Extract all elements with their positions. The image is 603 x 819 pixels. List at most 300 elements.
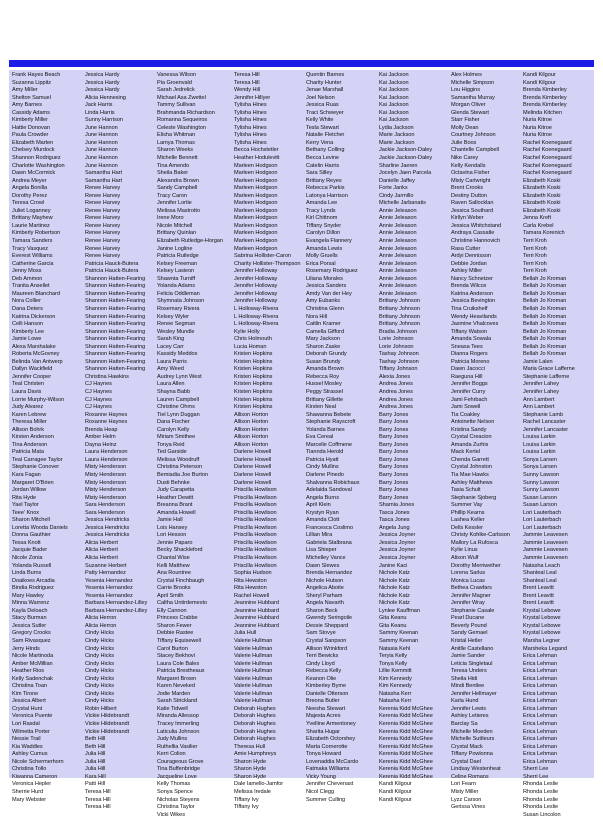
table-cell: Nuria Kitroe (523, 124, 552, 131)
table-cell: Shymnata Johnson (157, 298, 205, 305)
table-cell: Kerenia Kidd McGhee (379, 736, 433, 743)
table-cell: Jennifer Lahey (523, 388, 559, 395)
table-cell: Juliet Loganney (12, 207, 51, 214)
table-cell: Sammy Keenan (379, 630, 419, 637)
table-cell: Jennifer Holloway (234, 290, 278, 297)
table-cell: Krystyn Ryan (306, 509, 339, 516)
table-cell: Jenny Moss (12, 268, 42, 275)
table-cell: Jacquie Bader (12, 547, 48, 554)
table-cell: Angela Bonilla (12, 185, 48, 192)
table-cell: Dianna Rogers (451, 351, 488, 358)
table-cell: Rebecca Kelly (306, 668, 342, 675)
table-cell: Darlene Howell (234, 479, 272, 486)
table-cell: Catelin Harris (306, 162, 340, 169)
table-cell: Annie Jeleason (379, 222, 417, 229)
table-cell: Sharon Fewer (157, 622, 192, 629)
table-cell: Priscilla Howlison (234, 517, 277, 524)
table-cell: Wilmetta Porter (12, 728, 50, 735)
table-cell: Jammie Leavesen (523, 555, 568, 561)
table-cell: Breanna Brant (157, 502, 193, 509)
table-cell: Kristen Hopkins (234, 373, 273, 380)
table-cell: Mary Hawley (12, 592, 44, 599)
table-cell: Cassidy Adams (12, 109, 50, 116)
table-cell: Deborah Hughes (234, 713, 276, 720)
table-cell: Christine Ohms (157, 404, 195, 411)
table-cell: Bellah Jo Kroman (523, 343, 567, 350)
table-cell: Kelly Kendalls (451, 162, 486, 169)
table-cell: Amy Eubanks (306, 298, 340, 305)
table-cell: Marleen Hodgson (234, 200, 278, 207)
table-cell: Lori Rasdal (12, 721, 40, 728)
table-cell: Alexia Jones (379, 373, 411, 380)
table-cell: Kylie Linus (451, 547, 478, 554)
table-cell: Sunny Lawson (523, 487, 560, 494)
table-cell: Jessica Whitchstand (451, 222, 502, 229)
table-cell: Cindy Hicks (85, 630, 114, 637)
table-cell: Nessie Trail (12, 736, 41, 743)
table-cell: Barry Jones (379, 471, 409, 478)
table-cell: Christine Hannovich (451, 238, 501, 245)
table-cell: Bethany Colling (306, 147, 345, 154)
table-cell: Sara Henderson (85, 502, 126, 509)
table-cell: Allison Horton (234, 419, 269, 426)
table-cell: Tessa Knott (12, 539, 41, 546)
table-cell: Phillip Kearns (451, 509, 485, 516)
table-cell: Jennifer Cooper (12, 373, 52, 380)
table-cell: Darlene Howell (234, 471, 272, 478)
table-cell: Allison Horton (234, 441, 269, 448)
table-cell: Raven Sallocklan (451, 200, 494, 207)
table-cell: Miranda Allessop (157, 713, 199, 720)
table-cell: Louisa Larkin (523, 434, 556, 441)
table-cell: Chantal Wise (157, 555, 190, 561)
table-cell: Dessie Sheppard (306, 622, 349, 629)
table-cell: Irene Moro (157, 215, 184, 222)
table-cell: Terri Kroh (523, 253, 547, 260)
table-cell: Renee Harvey (85, 245, 121, 252)
table-cell: Brent Crooks (451, 185, 484, 192)
table-cell: Barry Jones (379, 426, 409, 433)
table-cell: Sharon Hyde (234, 773, 267, 780)
table-cell: Heather Hodulevitt (234, 155, 280, 162)
table-cell: Cindy Hicks (85, 698, 114, 705)
table-cell: Janine Logline (157, 245, 193, 252)
table-cell: Suzanna Lippitz (12, 79, 52, 86)
table-cell: Christina Hawkins (85, 373, 129, 380)
table-cell: Jennifer Lewis (451, 705, 487, 712)
table-cell: Bindia Rodriguez (12, 585, 54, 592)
table-cell: Andraya Cassatle (451, 230, 495, 237)
table-cell: Peggy Strassel (306, 388, 343, 395)
table-cell: Erica Lehman (523, 668, 557, 675)
table-cell: Mallory La Rufosca (451, 539, 498, 546)
table-cell: Everest Williams (12, 253, 53, 260)
table-cell: Erica Lehman (523, 713, 557, 720)
table-cell: Sharon Mitchell (12, 517, 50, 524)
table-cell: Morgan Oliver (451, 102, 486, 109)
table-cell: Sharon Beck (306, 607, 338, 614)
table-cell: Marie Jackson (379, 139, 415, 146)
table-cell: Lori Lauterbach (523, 509, 562, 516)
table-cell: Annie Jeleason (379, 238, 417, 245)
table-cell: Loretta Wooda Daniels (12, 524, 68, 531)
table-cell: Amanda Sowala (451, 336, 492, 343)
table-cell: Jeannine Hubbard (234, 600, 279, 607)
table-cell: Mary Jackson (306, 336, 340, 343)
table-cell: Belinda Van Antwerp (12, 358, 63, 365)
table-cell: Amanda Lee (306, 200, 338, 207)
table-cell: Valerie Hullman (234, 638, 273, 645)
table-cell: Jackie Jackson-Daley (379, 147, 433, 154)
table-cell: Carolyn Dillon (306, 230, 341, 237)
column-1 (12, 72, 85, 804)
table-cell: Misty Henderson (85, 471, 127, 478)
table-cell: Stephanie Rayscroft (306, 419, 356, 426)
table-cell: Chenda Garrett (451, 456, 489, 463)
table-cell: Jennifer Holloway (234, 268, 278, 275)
table-cell: Carrie Brooks (157, 585, 191, 592)
table-cell: Elly Cannon (157, 607, 187, 614)
table-cell: Misty Henderson (85, 487, 127, 494)
table-cell: Crystal Dael (451, 758, 481, 765)
table-cell: Jennifer Holloway (234, 275, 278, 282)
table-cell: Kerri Colion (157, 751, 186, 758)
table-cell: Kirsten Neal (306, 404, 336, 411)
column-8 (523, 72, 596, 819)
table-cell: Shannon Hatten-Fearing (85, 328, 146, 335)
table-cell: Marleen Hodgson (234, 192, 278, 199)
table-cell: Annie Jeleason (379, 253, 417, 260)
table-cell: Tammy Sullivan (157, 102, 196, 109)
table-cell: Shannon Hatten-Fearing (85, 290, 146, 297)
table-cell: Melissa Woodruff (157, 456, 200, 463)
table-cell: Priscilla Howlison (234, 524, 277, 531)
table-cell: Brittany Johnson (379, 305, 420, 312)
table-cell: Kai Jackson (379, 79, 409, 86)
table-cell: Hattie Donovan (12, 124, 50, 131)
table-cell: Lisa Shieper (306, 547, 337, 554)
table-cell: Annie Jeleason (379, 207, 417, 214)
table-cell: Bellah Jo Kroman (523, 328, 567, 335)
table-cell: Alicia Herbert (85, 547, 118, 554)
table-cell: Kandi Kilgour (523, 79, 556, 86)
table-cell: Renee Harvey (85, 238, 121, 245)
table-cell: Brittany Johnson (379, 321, 420, 328)
table-cell: Tylisha Hines (234, 109, 267, 116)
table-cell: Shanteal Leal (523, 577, 557, 584)
table-cell: Renee Harvey (85, 222, 121, 229)
table-cell: Courageous Grove (157, 758, 204, 765)
table-cell: Lorie Johnson (379, 336, 414, 343)
table-cell: Kelli Matthew (157, 562, 190, 569)
table-cell: Rhonda Leslie (523, 788, 559, 795)
table-cell: Octavina Fisher (451, 170, 490, 177)
table-cell: Amanda Zurhis (451, 441, 489, 448)
table-cell: Erica Lehman (523, 705, 557, 712)
column-4 (234, 72, 307, 812)
table-cell: April Klein (306, 502, 331, 509)
table-cell: Suzanne Herbert (85, 562, 127, 569)
table-cell: Tiannda Herold (306, 449, 344, 456)
table-cell: Beverly Pound (451, 622, 487, 629)
table-cell: Natasha Kerr (379, 690, 412, 697)
table-cell: Brent Leavitt (523, 585, 554, 592)
table-cell: Sneasa Tees (451, 343, 483, 350)
table-cell: Hussel Mosley (306, 381, 342, 388)
table-cell: Kristen Hopkins (234, 351, 273, 358)
table-cell: Jacqueline Love (157, 773, 197, 780)
table-cell: Erica Porsal (306, 260, 336, 267)
table-cell: Kristen Hopkins (234, 404, 273, 411)
table-cell: Crystal Sanpson (306, 638, 347, 645)
table-cell: Renee Harvey (85, 185, 121, 192)
table-cell: Tonya Howard (306, 751, 342, 758)
table-cell: Joel Nelson (306, 94, 335, 101)
table-cell: Barry Jones (379, 449, 409, 456)
table-cell: Teryia Kelly (379, 653, 407, 660)
table-cell: Brenda Kimberley (523, 87, 567, 94)
table-cell: Patty Hernandez (85, 570, 126, 577)
table-cell: Priscilla Howlison (234, 509, 277, 516)
table-cell: Minna Warrenz (12, 600, 50, 607)
table-cell: Marleen Hodgson (234, 170, 278, 177)
table-cell: Rasa Cutter (451, 245, 481, 252)
table-cell: Jennifer Holloway (234, 283, 278, 290)
table-cell: Renee Harvey (85, 230, 121, 237)
table-cell: Teresa Crowl (12, 200, 45, 207)
table-cell: Deborah Hughes (234, 705, 276, 712)
table-cell: Crystal Finchbaugh (157, 577, 205, 584)
table-cell: Vanessa Wilson (157, 72, 196, 78)
table-cell: Alicia Herbert (85, 555, 118, 561)
table-cell: Christina Toan (12, 683, 47, 690)
table-cell: Cindy Mullins (306, 464, 339, 471)
table-cell: Susan Lincolon (523, 811, 561, 818)
table-cell: Jessica Bevington (451, 298, 496, 305)
table-cell: Nichole Katz (379, 585, 410, 592)
table-cell: Cindy Lloyd (306, 660, 335, 667)
table-cell: L Holloway-Rivera (234, 305, 279, 312)
table-cell: Rhonda Leslie (523, 804, 559, 811)
table-cell: Patricia Brestheaux (157, 668, 205, 675)
table-cell: Becca Hochstetler (234, 147, 279, 154)
table-cell: Laura Henderson (85, 449, 128, 456)
table-cell: Catherine Garcia (12, 260, 54, 267)
table-cell: Yolanda Russell (12, 562, 52, 569)
table-cell: Anitlle Castellano (451, 645, 494, 652)
table-cell: Amy Barnes (12, 102, 42, 109)
table-cell: Misty Miller (451, 788, 479, 795)
table-cell: Barry Jones (379, 419, 409, 426)
table-cell: Marcelle Coffmene (306, 441, 352, 448)
table-cell: Charlotte Washington (12, 162, 65, 169)
table-cell: Brenda Kimberley (523, 94, 567, 101)
table-cell: Marleen Hodgson (234, 215, 278, 222)
table-cell: Susan Brundy (306, 358, 341, 365)
table-cell: Nicholas Steyens (157, 796, 200, 803)
table-cell: Shawanna Bebete (306, 411, 351, 418)
table-cell: Jamie Hall (157, 517, 183, 524)
table-cell: Kelly Thomas (157, 781, 191, 788)
table-cell: Tiffany Ivy (234, 804, 259, 811)
table-cell: Melinda Kitchen (523, 109, 563, 116)
table-cell: Valerie Hullman (234, 690, 273, 697)
table-cell: Erica Lehman (523, 698, 557, 705)
table-cell: Samantha Murray (451, 94, 495, 101)
table-cell: Patricia Mata (12, 449, 44, 456)
table-cell: Teresa Hill (234, 79, 260, 86)
table-cell: Karla Hund (451, 698, 479, 705)
table-cell: Annie Jeleason (379, 260, 417, 267)
table-cell: Renee Harvey (85, 253, 121, 260)
table-cell: Cindy Jarmillo (379, 192, 414, 199)
table-cell: Lamya Thomas (157, 139, 195, 146)
table-cell: Michelle Suttleurs (451, 736, 495, 743)
table-cell: Kerenia Kidd McGhee (379, 766, 433, 773)
table-cell: Shannon Hatten-Fearing (85, 321, 146, 328)
table-cell: Shannon Rodriguez (12, 155, 61, 162)
table-cell: Doaikoes Arcadia (12, 577, 55, 584)
table-cell: Kristen Hopkins (234, 366, 273, 373)
table-cell: Marleen Hodgson (234, 222, 278, 229)
table-cell: Natalie Fletcher (306, 132, 345, 139)
table-cell: Jami Sowell (451, 404, 481, 411)
table-cell: Kelsey Freeman (157, 260, 198, 267)
table-cell: Marleen Hodgson (234, 162, 278, 169)
table-cell: Dallyn Wackfield (12, 366, 53, 373)
table-cell: Latonya Harrison (306, 192, 348, 199)
table-cell: Lorie Johnson (379, 343, 414, 350)
table-cell: Ann Lambert (523, 404, 555, 411)
table-cell: Tiffany Equisewell (157, 638, 201, 645)
table-cell: Monica Lucas (451, 577, 485, 584)
table-cell: Jennifer Wray (451, 600, 485, 607)
table-cell: Priscilla Howlison (234, 539, 277, 546)
table-cell: Bellah Jo Kroman (523, 305, 567, 312)
header-rule (9, 60, 594, 67)
table-cell: Valerie Hullman (234, 683, 273, 690)
table-cell: Rhonda Leslie (523, 781, 559, 788)
table-cell: Nichole Katz (379, 592, 410, 599)
table-cell: Barbara Hernandez-Lilley (85, 607, 148, 614)
column-3 (157, 72, 230, 819)
table-cell: Kerenia Kidd McGhee (379, 743, 433, 750)
table-cell: Deborah Hughes (234, 721, 276, 728)
table-cell: Celeste Washington (157, 124, 206, 131)
table-cell: Lydia Jackson (379, 124, 414, 131)
table-cell: Destiny Dutton (451, 192, 487, 199)
table-cell: Brittany Johnson (379, 313, 420, 320)
table-cell: Kandi Kilgour (379, 781, 412, 788)
table-cell: Karen Lebrew (12, 411, 47, 418)
table-cell: Stephanie Lafferne (523, 373, 570, 380)
table-cell: Elizabeth Octorshey (306, 736, 356, 743)
table-cell: Summer Culling (306, 796, 346, 803)
table-cell: Kiwanna Cameron (12, 773, 58, 780)
table-cell: Roberta McGovney (12, 351, 60, 358)
table-cell: Ana Rountree (157, 570, 191, 577)
table-cell: Jack Harris (85, 102, 113, 109)
table-cell: Frank Hayes Beach (12, 72, 61, 78)
table-cell: April Smith (157, 592, 184, 599)
table-cell: Valerie Hullman (234, 645, 273, 652)
table-cell: Angela Jung (379, 524, 410, 531)
table-cell: Molly Gruells (306, 253, 338, 260)
table-cell: Annie Jeleason (379, 215, 417, 222)
table-cell: Camella Gifford (306, 328, 345, 335)
table-cell: June Hannon (85, 155, 118, 162)
table-cell: Breona Butler (306, 698, 340, 705)
table-cell: Stephanie Conover (12, 464, 60, 471)
table-cell: Sunny Harrison (85, 117, 123, 124)
table-cell: Ted Garside (157, 449, 187, 456)
table-cell: Tiffany Snyder (306, 222, 342, 229)
table-cell: Neesha Stewart (306, 705, 346, 712)
table-cell: Tamara Sanders (12, 238, 53, 245)
table-cell: Priscilla Howlison (234, 555, 277, 561)
table-cell: Celli Hanson (12, 321, 44, 328)
table-cell: Jessica Joyner (379, 532, 416, 539)
table-cell: Teresa Unders (451, 668, 487, 675)
table-cell: Amanda Lewis (306, 245, 343, 252)
table-cell: Carla Krebel (523, 222, 554, 229)
table-cell: Krystal Lebowe (523, 607, 561, 614)
table-cell: Shalvanna Robichaux (306, 479, 360, 486)
table-cell: Raeguna Hill (451, 373, 483, 380)
table-cell: Brenda Wilcox (451, 283, 487, 290)
table-cell: Kelly Sadenchak (12, 675, 53, 682)
table-cell: Elizabeth Koski (523, 207, 561, 214)
table-cell: Renee Harvey (85, 207, 121, 214)
table-cell: Chantelle Campbell (451, 147, 499, 154)
table-cell: Michelle Bennett (157, 155, 198, 162)
table-cell: Sara Silley (306, 170, 333, 177)
table-cell: CJ Haynes (85, 381, 112, 388)
table-cell: June Hannon (85, 147, 118, 154)
table-cell: Patricia Rutledge (157, 253, 199, 260)
table-cell: Lillian Mira (306, 532, 333, 539)
table-cell: Tylisha Hines (234, 102, 267, 109)
table-cell: Elizabeth Rutledge-Horgan (157, 238, 223, 245)
table-cell: Jasmine Vhalcoves (451, 321, 499, 328)
table-cell: Kerenia Kidd McGhee (379, 713, 433, 720)
table-cell: Pia Groenvald (157, 79, 192, 86)
table-cell: Tranita Ansellet (12, 283, 50, 290)
table-cell: Terri Kroh (523, 245, 547, 252)
table-cell: Cindy Hicks (85, 660, 114, 667)
table-cell: Lorrie Murphy-Wilson (12, 396, 65, 403)
table-cell: Jordan Willow (12, 487, 47, 494)
table-cell: Barry Jones (379, 464, 409, 471)
table-cell: Tiffany Watson (451, 328, 488, 335)
table-cell: Krystal Lebowe (523, 630, 561, 637)
table-cell: Kai Jackson (379, 102, 409, 109)
table-cell: Katrina Anderson (451, 290, 494, 297)
table-cell: Stephanie Casale (451, 607, 495, 614)
table-cell: Brent Leavitt (523, 592, 554, 599)
table-cell: Allison Horton (234, 426, 269, 433)
table-cell: Barbara Hernandez-Lilley (85, 600, 148, 607)
table-cell: Bellah Jo Kroman (523, 298, 567, 305)
table-cell: Kai Jackson (379, 109, 409, 116)
table-cell: Gerissa Vines (451, 804, 486, 811)
table-cell: Amie Humphreys (234, 751, 277, 758)
table-cell: Lacey Carr (157, 343, 184, 350)
table-cell: Teee' Knox (12, 509, 40, 516)
table-cell: Gabriela Stalbrana (306, 539, 352, 546)
table-cell: Dawn Jacocci (451, 366, 485, 373)
table-cell: Jeannine Hubbard (234, 622, 279, 629)
